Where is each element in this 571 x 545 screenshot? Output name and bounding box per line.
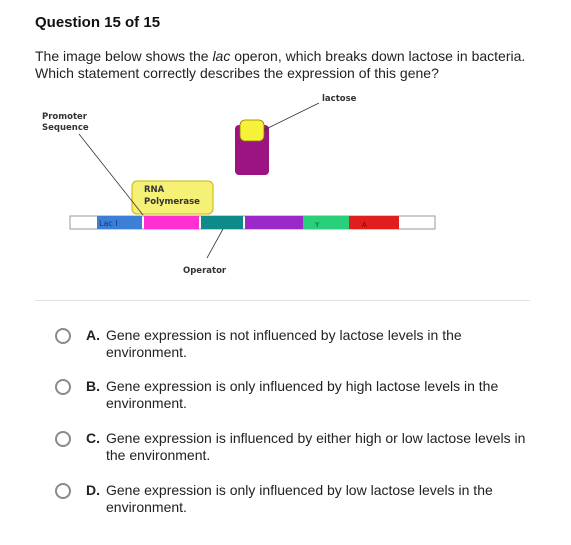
laci-label: Lac I	[99, 219, 118, 228]
lactose-pointer	[264, 103, 319, 130]
section-divider	[35, 300, 530, 301]
lac-operon-diagram	[35, 85, 455, 285]
rna-polymerase-label-line1: RNA	[144, 185, 165, 195]
y-gene-label: Y	[315, 221, 320, 229]
option-a-text: Gene expression is not influenced by lactose levels in the environment.	[106, 327, 462, 360]
option-b-text: Gene expression is only influenced by high lactose levels in the environment.	[106, 378, 499, 411]
lactose-molecule	[240, 120, 264, 141]
a-gene-label: A	[362, 221, 367, 229]
question-text	[35, 48, 535, 82]
option-d-radio[interactable]	[55, 483, 71, 499]
promoter-label-line1: Promoter	[42, 112, 87, 122]
option-d-text: Gene expression is only influenced by low lactose levels in the environment.	[106, 482, 493, 515]
option-a-letter: A.	[86, 327, 100, 343]
option-c-radio[interactable]	[55, 431, 71, 447]
option-b-letter: B.	[86, 378, 100, 394]
option-d-letter: D.	[86, 482, 100, 498]
question-text-italic: lac	[212, 48, 231, 64]
y-gene	[303, 216, 349, 229]
operator-region	[201, 216, 243, 229]
operator-pointer	[207, 229, 223, 258]
a-gene	[349, 216, 399, 229]
option-a-radio[interactable]	[55, 328, 71, 344]
lactose-label: lactose	[322, 94, 357, 104]
question-text-start: The image below shows the	[35, 48, 213, 64]
operator-label: Operator	[183, 266, 227, 276]
promoter-pointer	[79, 134, 143, 215]
option-b-radio[interactable]	[55, 379, 71, 395]
question-header: Question 15 of 15	[35, 14, 161, 31]
question-text-end: operon, which breaks down lactose in bacteria. Which statement correctly describes the expression of this gene?	[35, 48, 526, 81]
promoter-region	[144, 216, 199, 229]
rna-polymerase-label-line2: Polymerase	[144, 197, 200, 207]
option-c-letter: C.	[86, 430, 100, 446]
promoter-label-line2: Sequence	[42, 123, 89, 133]
option-c-text: Gene expression is influenced by either high or low lactose levels in the environment.	[106, 430, 526, 463]
z-gene	[245, 216, 303, 229]
